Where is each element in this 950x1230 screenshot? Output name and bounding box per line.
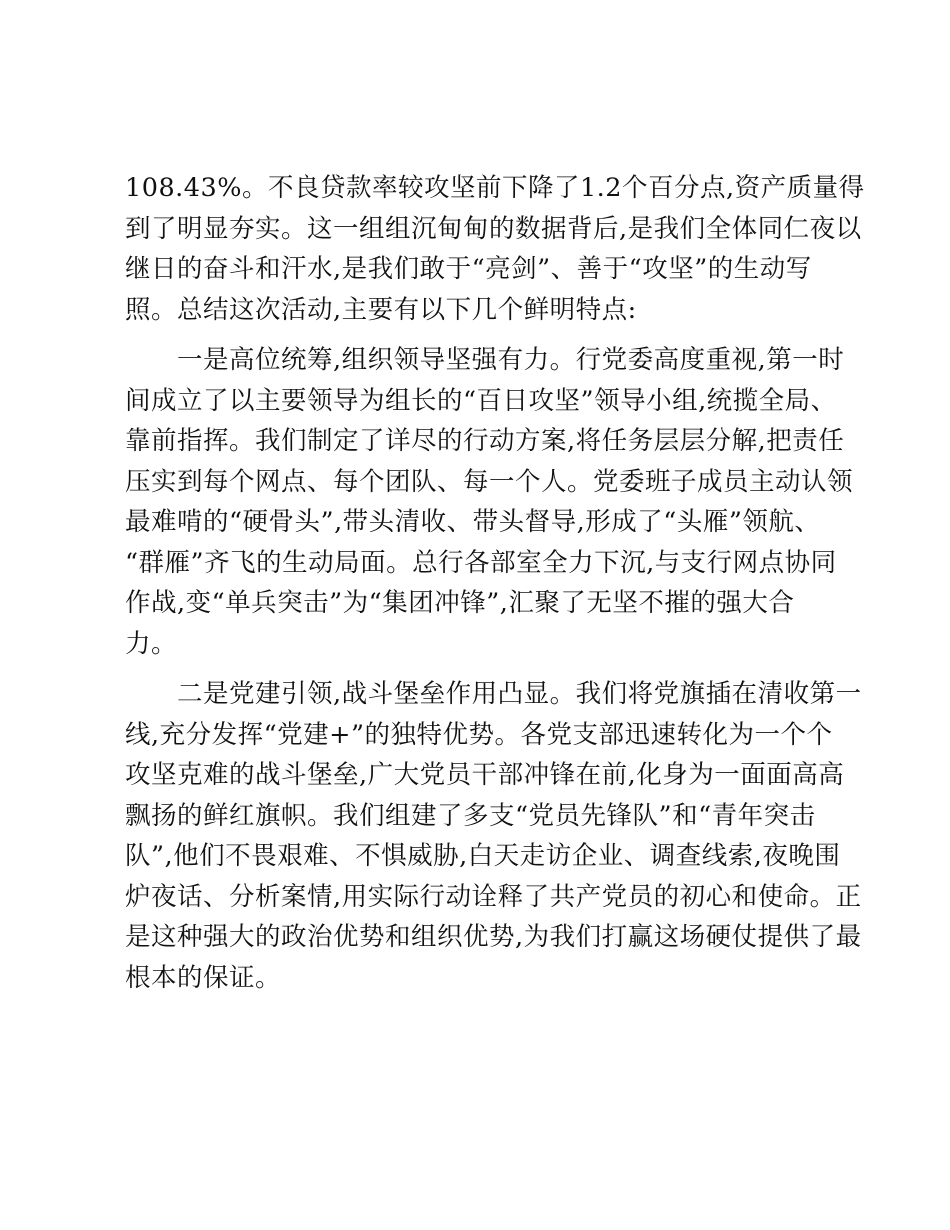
paragraph-3	[125, 674, 862, 998]
paragraph-line: 到了明显夯实。这一组组沉甸甸的数据背后,是我们全体同仁夜以	[125, 213, 862, 244]
paragraph-line: 最难啃的“硬骨头”,带头清收、带头督导,形成了“头雁”领航、	[125, 507, 821, 537]
paragraph-line: 作战,变“单兵突击”为“集团冲锋”,汇聚了无坚不摧的强大合	[125, 588, 795, 618]
paragraph-line: 根本的保证。	[125, 962, 282, 993]
paragraph-line: 继日的奋斗和汗水,是我们敢于“亮剑”、善于“攻坚”的生动写	[125, 254, 812, 284]
paragraph-line: 攻坚克难的战斗堡垒,广大党员干部冲锋在前,化身为一面面高高	[125, 760, 845, 790]
paragraph-line: 二是党建引领,战斗堡垒作用凸显。我们将党旗插在清收第一	[125, 679, 862, 709]
document-body	[125, 168, 865, 998]
paragraph-line: “群雁”齐飞的生动局面。总行各部室全力下沉,与支行网点协同	[125, 547, 837, 578]
paragraph-line: 飘扬的鲜红旗帜。我们组建了多支“党员先锋队”和“青年突击	[125, 800, 816, 831]
paragraph-1	[125, 168, 865, 330]
paragraph-line: 一是高位统筹,组织领导坚强有力。行党委高度重视,第一时	[125, 345, 845, 375]
paragraph-2	[125, 340, 854, 664]
paragraph-line: 炉夜话、分析案情,用实际行动诠释了共产党员的初心和使命。正	[125, 881, 862, 912]
paragraph-line: 压实到每个网点、每个团队、每一个人。党委班子成员主动认领	[125, 466, 854, 497]
paragraph-line: 线,充分发挥“党建+”的独特优势。各党支部迅速转化为一个个	[125, 719, 833, 750]
paragraph-line: 靠前指挥。我们制定了详尽的行动方案,将任务层层分解,把责任	[125, 426, 845, 456]
paragraph-line: 间成立了以主要领导为组长的“百日攻坚”领导小组,统揽全局、	[125, 385, 837, 416]
paragraph-line: 108.43%。不良贷款率较攻坚前下降了1.2个百分点,资产质量得	[125, 173, 865, 203]
paragraph-line: 力。	[125, 628, 178, 659]
paragraph-line: 是这种强大的政治优势和组织优势,为我们打赢这场硬仗提供了最	[125, 922, 862, 952]
paragraph-line: 照。总结这次活动,主要有以下几个鲜明特点:	[125, 294, 637, 325]
paragraph-line: 队”,他们不畏艰难、不惧威胁,白天走访企业、调查线索,夜晚围	[125, 841, 841, 871]
